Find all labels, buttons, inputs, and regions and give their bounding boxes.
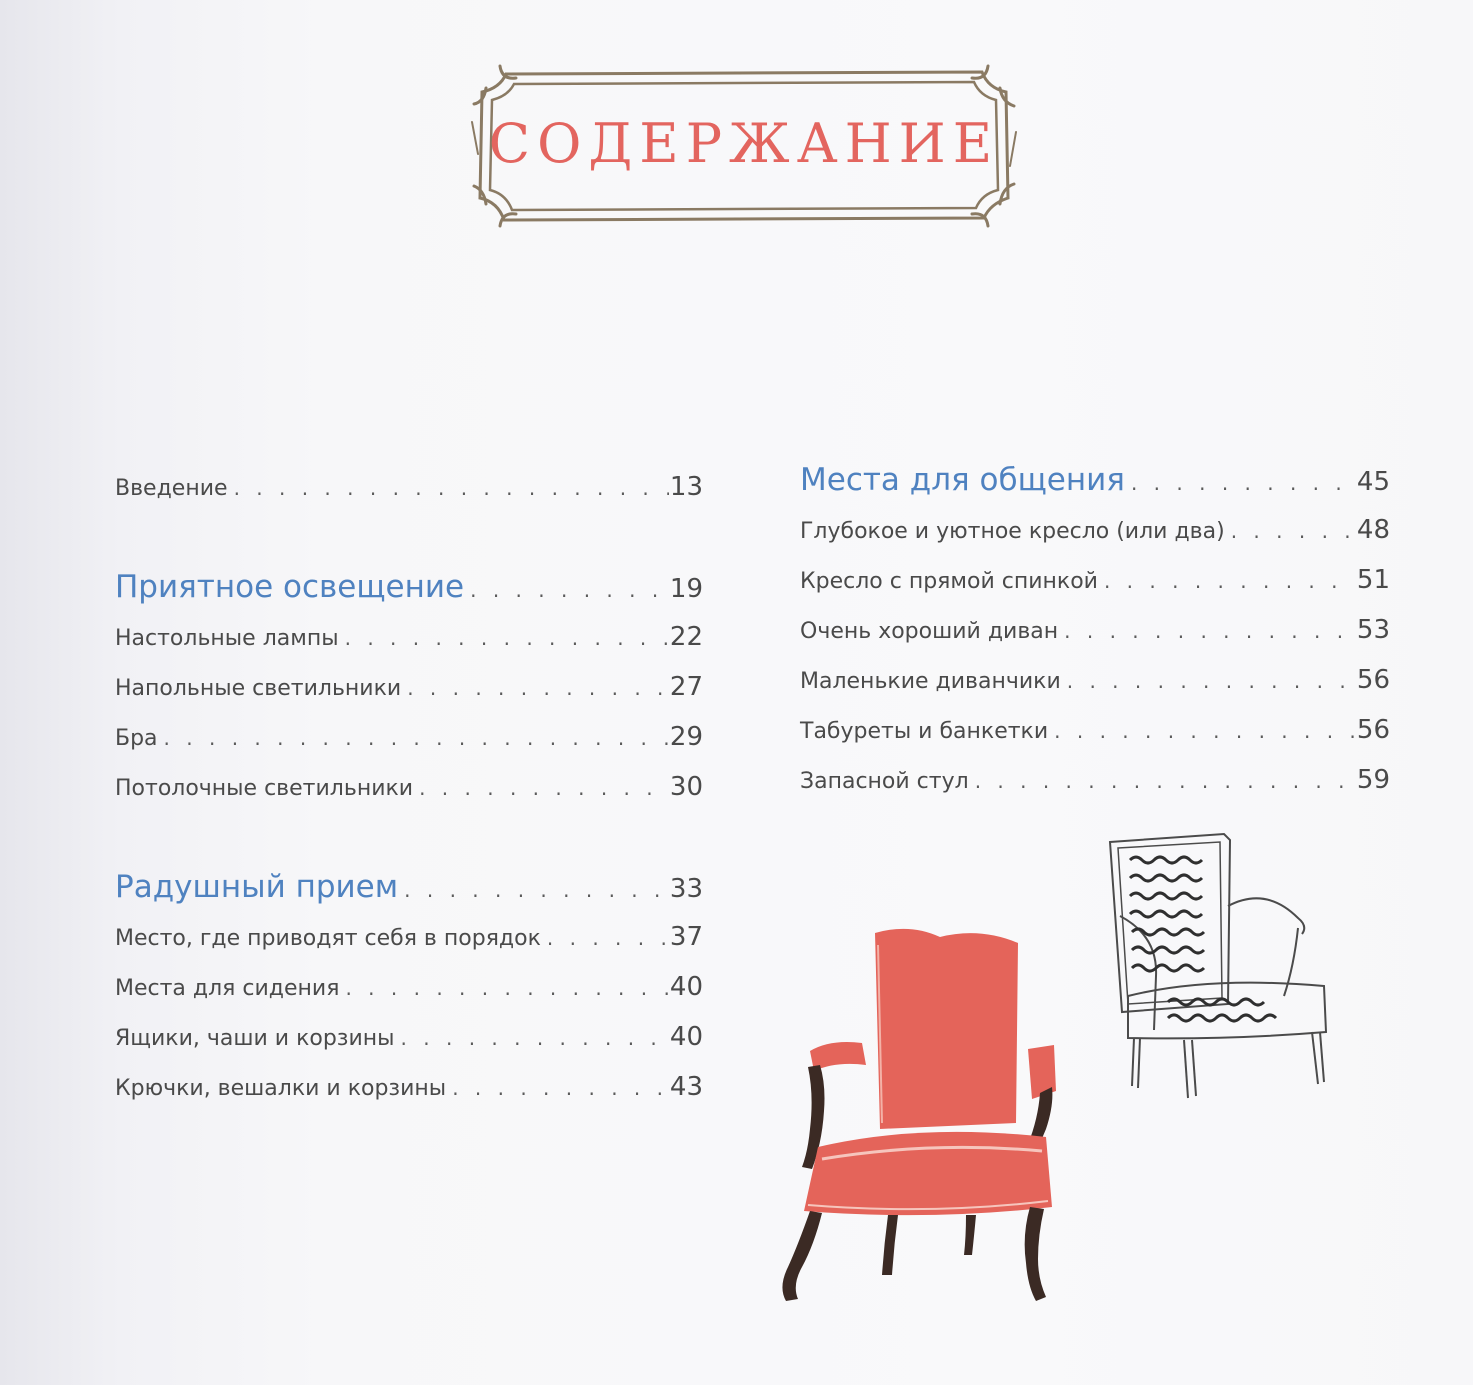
dot-leader [413,763,669,813]
toc-page-number: 33 [669,874,703,904]
toc-page-number: 40 [669,1022,703,1052]
toc-entry [800,555,1390,605]
dot-leader [1125,458,1356,508]
toc-entry-title: Запасной стул [800,769,969,794]
toc-entry-title: Радушный прием [115,869,399,905]
toc-entry [115,762,703,812]
toc-page-number: 56 [1356,665,1390,695]
toc-entry [800,505,1390,555]
toc-page-number: 56 [1356,715,1390,745]
toc-left-column [115,462,703,1112]
toc-entry [800,655,1390,705]
toc-entry-title: Маленькие диванчики [800,669,1061,694]
toc-gap [115,812,703,862]
toc-entry [800,755,1390,805]
toc-entry-title: Потолочные светильники [115,776,414,801]
toc-page-number: 27 [669,672,703,702]
red-armchair-icon [770,915,1070,1315]
toc-page-number: 37 [669,922,703,952]
dot-leader [1098,556,1356,606]
toc-entry-title: Места для сидения [115,976,340,1001]
dot-leader [1061,656,1356,706]
dot-leader [969,756,1356,806]
toc-entry [115,1012,703,1062]
toc-entry [115,712,703,762]
dot-leader [401,663,669,713]
toc-page-number: 48 [1356,515,1390,545]
toc-page-number: 29 [669,722,703,752]
dot-leader [228,463,669,513]
dot-leader [1058,606,1356,656]
toc-page-number: 13 [669,472,703,502]
dot-leader [158,713,669,763]
toc-page-number: 59 [1356,765,1390,795]
toc-entry [115,912,703,962]
dot-leader [541,913,669,963]
toc-entry-title: Ящики, чаши и корзины [115,1026,395,1051]
toc-entry-title: Бра [115,726,158,751]
toc-entry-title: Введение [115,476,228,501]
toc-page-number: 30 [669,772,703,802]
toc-entry-title: Место, где приводят себя в порядок [115,926,541,951]
toc-entry [115,1062,703,1112]
toc-page-number: 51 [1356,565,1390,595]
dot-leader [1225,506,1356,556]
toc-section-heading [115,862,703,912]
toc-entry-title: Приятное освещение [115,569,465,605]
page-title: СОДЕРЖАНИЕ [488,112,1000,175]
toc-page-number: 19 [669,574,703,604]
toc-entry-title: Крючки, вешалки и корзины [115,1076,447,1101]
toc-entry-title: Очень хороший диван [800,619,1059,644]
toc-section-heading [115,562,703,612]
toc-entry-title: Табуреты и банкетки [800,719,1049,744]
toc-entry [115,662,703,712]
dot-leader [339,963,669,1013]
toc-entry [800,705,1390,755]
dot-leader [339,613,669,663]
toc-entry-title: Настольные лампы [115,626,339,651]
dot-leader [464,565,669,615]
toc-gap [115,512,703,562]
toc-entry-title: Глубокое и уютное кресло (или два) [800,519,1225,544]
dot-leader [398,865,669,915]
dot-leader [446,1063,669,1113]
toc-section-heading [800,455,1390,505]
toc-entry-title: Кресло с прямой спинкой [800,569,1098,594]
dot-leader [395,1013,669,1063]
toc-entry [115,962,703,1012]
toc-page-number: 40 [669,972,703,1002]
toc-page-number: 53 [1356,615,1390,645]
toc-page-number: 22 [669,622,703,652]
toc-entry-title: Напольные светильники [115,676,402,701]
dot-leader [1048,706,1356,756]
toc-page-number: 45 [1356,467,1390,497]
toc-page-number: 43 [669,1072,703,1102]
toc-entry [115,612,703,662]
toc-entry [800,605,1390,655]
sketched-armchair-icon [1098,826,1343,1108]
toc-right-column [800,455,1390,805]
toc-entry [115,462,703,512]
title-frame [470,62,1018,228]
toc-entry-title: Места для общения [800,462,1125,498]
